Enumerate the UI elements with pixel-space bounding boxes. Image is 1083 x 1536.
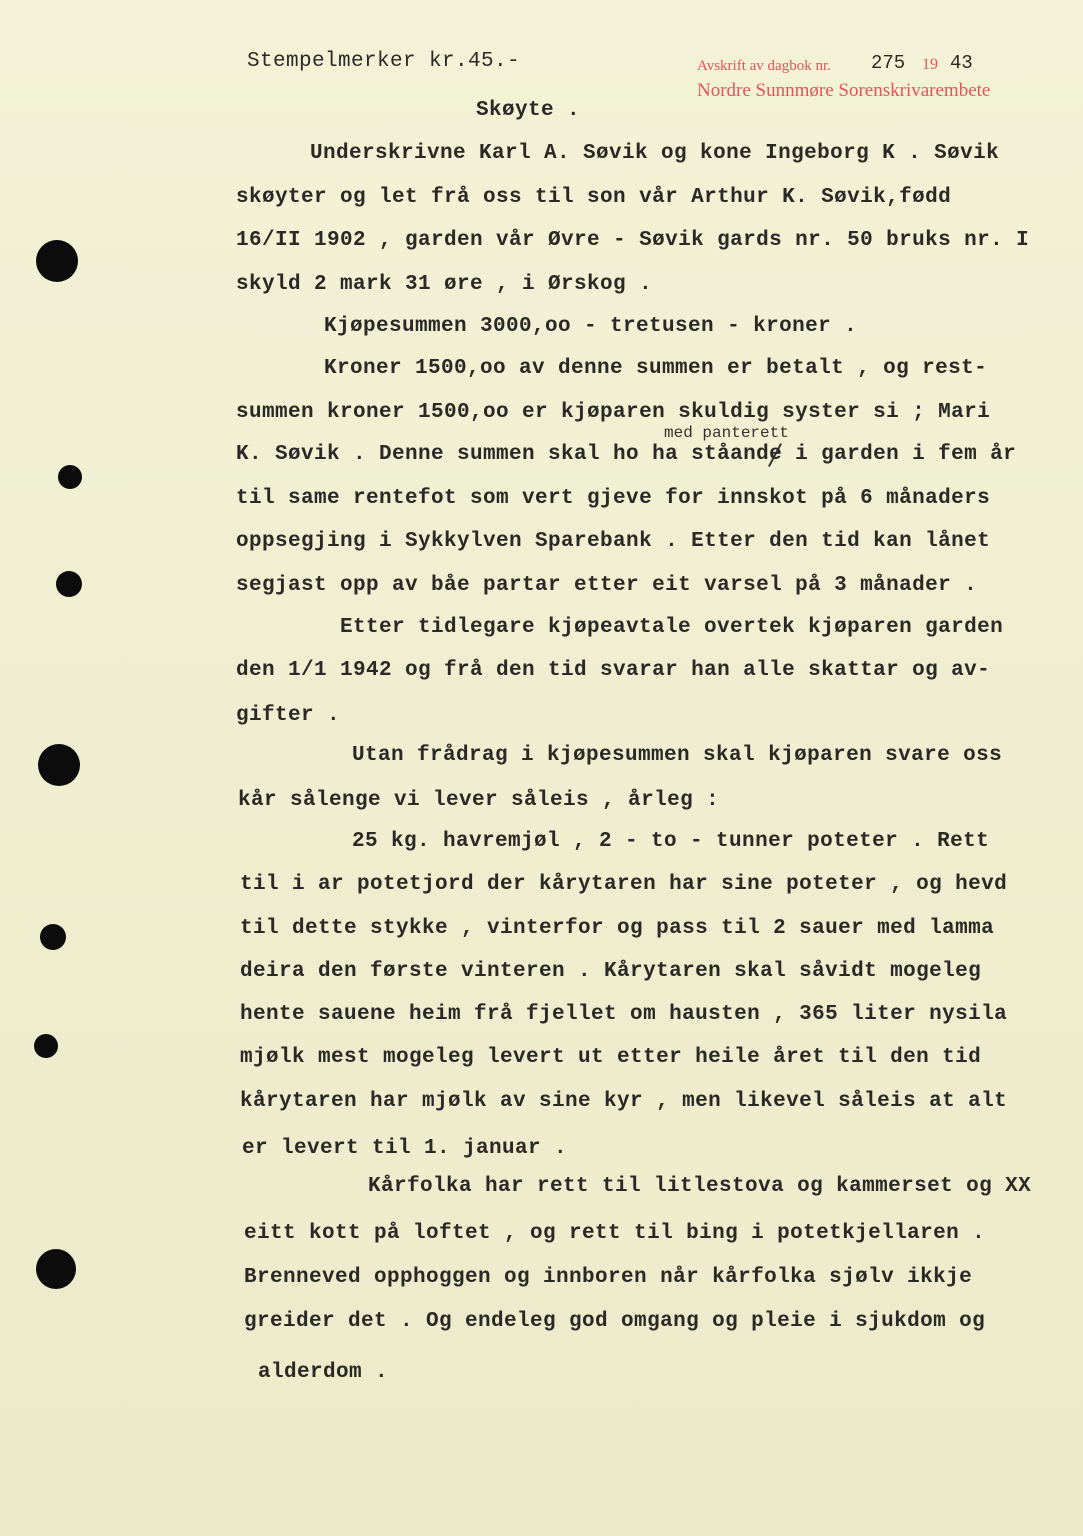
stamp-duty-note: Stempelmerker kr.45.- [247, 50, 521, 73]
punch-hole [38, 744, 80, 786]
text-line: Underskrivne Karl A. Søvik og kone Ingeborg K . Søvik [310, 142, 1000, 165]
text-line: til same rentefot som vert gjeve for innskot på 6 månaders [236, 487, 991, 510]
text-line: eitt kott på loftet , og rett til bing i potetkjellaren . [244, 1222, 986, 1245]
text-line: Utan frådrag i kjøpesummen skal kjøparen svare oss [352, 744, 1003, 767]
deed-heading: Skøyte . [476, 99, 581, 122]
registry-stamp-office: Nordre Sunnmøre Sorenskrivarembete [697, 80, 991, 101]
punch-hole [34, 1034, 58, 1058]
text-line: kårytaren har mjølk av sine kyr , men likevel såleis at alt [240, 1090, 1008, 1113]
interlinear-insertion: med panterett [664, 424, 789, 442]
text-line: segjast opp av båe partar etter eit varsel på 3 månader . [236, 574, 978, 597]
text-line: til i ar potetjord der kårytaren har sine poteter , og hevd [240, 873, 1008, 896]
text-line: kår sålenge vi lever såleis , årleg : [238, 789, 720, 812]
text-line: summen kroner 1500,oo er kjøparen skuldig syster si ; Mari [236, 401, 991, 424]
text-line: skyld 2 mark 31 øre , i Ørskog . [236, 273, 653, 296]
text-line: 16/II 1902 , garden vår Øvre - Søvik gards nr. 50 bruks nr. I [236, 229, 1030, 252]
text-line: 25 kg. havremjøl , 2 - to - tunner poteter . Rett [352, 830, 990, 853]
text-line: skøyter og let frå oss til son vår Arthur K. Søvik,fødd [236, 186, 952, 209]
text-line: Kroner 1500,oo av denne summen er betalt , og rest- [324, 357, 988, 380]
text-line: alderdom . [258, 1361, 389, 1384]
registry-stamp-line1: Avskrift av dagbok nr. [697, 58, 831, 74]
text-line: Etter tidlegare kjøpeavtale overtek kjøparen garden [340, 616, 1004, 639]
text-line: den 1/1 1942 og frå den tid svarar han alle skattar og av- [236, 659, 991, 682]
text-line: K. Søvik . Denne summen skal ho ha ståande i garden i fem år [236, 443, 1017, 466]
text-line: Kårfolka har rett til litlestova og kammerset og XX [368, 1175, 1032, 1198]
text-line: hente sauene heim frå fjellet om hausten , 365 liter nysila [240, 1003, 1008, 1026]
punch-hole [56, 571, 82, 597]
text-line: oppsegjing i Sykkylven Sparebank . Etter den tid kan lånet [236, 530, 991, 553]
punch-hole [40, 924, 66, 950]
text-line: Kjøpesummen 3000,oo - tretusen - kroner . [324, 315, 858, 338]
text-line: gifter . [236, 704, 341, 727]
text-line: deira den første vinteren . Kårytaren skal såvidt mogeleg [240, 960, 982, 983]
registry-entry-number: 275 [871, 52, 906, 74]
text-line: Brenneved opphoggen og innboren når kårfolka sjølv ikkje [244, 1266, 973, 1289]
text-line: greider det . Og endeleg god omgang og pleie i sjukdom og [244, 1310, 986, 1333]
punch-hole [36, 1249, 76, 1289]
registry-year-prefix: 19 [922, 56, 938, 73]
registry-year-suffix: 43 [950, 52, 973, 74]
text-line: til dette stykke , vinterfor og pass til 2 sauer med lamma [240, 917, 995, 940]
text-line: mjølk mest mogeleg levert ut etter heile året til den tid [240, 1046, 982, 1069]
punch-hole [36, 240, 78, 282]
punch-hole [58, 465, 82, 489]
text-line: er levert til 1. januar . [242, 1137, 568, 1160]
